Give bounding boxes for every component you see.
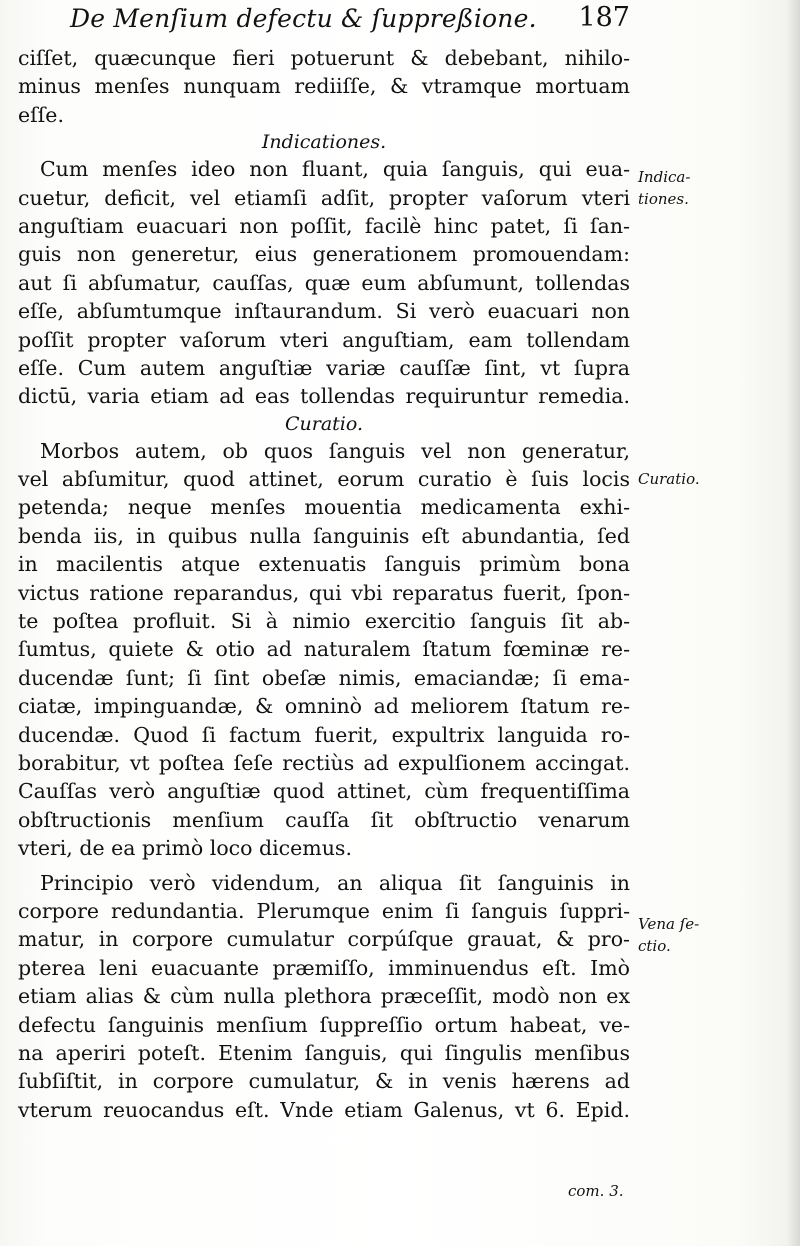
text-line: benda iis, in quibus nulla ſanguinis eſt abundantia, ſed — [18, 523, 630, 548]
text-line: vterum reuocandus eſt. Vnde etiam Galenus, vt 6. Epid. — [18, 1097, 630, 1122]
text-line: in macilentis atque extenuatis ſanguis primùm bona — [18, 552, 630, 577]
text-line: defectu ſanguinis menſium ſuppreſſio ortum habeat, ve- — [18, 1012, 630, 1037]
text-line: ciſſet, quæcunque fieri potuerunt & debebant, nihilo- — [18, 46, 630, 70]
margin-note-indicationes: Indica- tiones. — [638, 168, 691, 208]
text-line: matur, in corpore cumulatur corpúſque grauat, & pro- — [18, 927, 630, 952]
spine-shadow — [786, 0, 800, 1246]
text-line: anguſtiam euacuari non poſſit, facilè hinc patet, ſi ſan- — [18, 213, 630, 238]
text-line: te poſtea profluit. Si à nimio exercitio ſanguis ſit ab- — [18, 609, 630, 634]
text-line: aut ſi abſumatur, cauſſas, quæ eum abſumunt, tollendas — [18, 270, 630, 295]
text-line: Cum menſes ideo non fluant, quia ſanguis, qui eua- — [40, 157, 630, 182]
text-line: ducendæ ſunt; ſi ſint obeſæ nimis, emaciandæ; ſi ema- — [18, 665, 630, 690]
text-line: eſſe, abſumtumque inſtaurandum. Si verò euacuari non — [18, 299, 630, 324]
text-line: eſſe. — [18, 102, 64, 127]
text-line: Principio verò videndum, an aliqua ſit ſanguinis in — [40, 870, 630, 895]
running-head — [70, 4, 630, 38]
text-line: ducendæ. Quod ſi factum fuerit, expultrix languida ro- — [18, 722, 630, 747]
text-line: vel abſumitur, quod attinet, eorum curatio è ſuis locis — [18, 467, 630, 492]
text-line: obſtructionis menſium cauſſa ſit obſtructio venarum — [18, 807, 630, 832]
text-line: na aperiri poteſt. Etenim ſanguis, qui ſingulis menſibus — [18, 1040, 630, 1065]
text-line: etiam alias & cùm nulla plethora præceſſit, modò non ex — [18, 984, 630, 1009]
text-column — [18, 44, 630, 1124]
section-heading: Indicationes. — [261, 131, 387, 154]
text-line: ſumtus, quiete & otio ad naturalem ſtatum fœminæ re- — [18, 637, 630, 662]
text-line: Cauſſas verò anguſtiæ quod attinet, cùm frequentiſſima — [18, 779, 630, 804]
text-line: ſubſiſtit, in corpore cumulatur, & in venis hærens ad — [18, 1069, 630, 1094]
margin-note-com: com. 3. — [568, 1182, 624, 1200]
text-line: Morbos autem, ob quos ſanguis vel non generatur, — [40, 438, 630, 463]
text-line: eſſe. Cum autem anguſtiæ variæ cauſſæ ſint, vt ſupra — [18, 355, 630, 380]
running-title: De Menſium defectu & ſuppreßione. — [70, 4, 537, 33]
text-line: dictū, varia etiam ad eas tollendas requiruntur remedia. — [18, 384, 630, 409]
text-line: victus ratione reparandus, qui vbi reparatus fuerit, ſpon- — [18, 580, 630, 605]
text-line: cuetur, deficit, vel etiamſi adſit, propter vaſorum vteri — [18, 185, 630, 210]
text-line: guis non generetur, eius generationem promouendam: — [18, 242, 630, 267]
page-number: 187 — [578, 2, 630, 33]
text-line: borabitur, vt poſtea ſeſe rectiùs ad expulſionem accingat. — [18, 750, 630, 775]
margin-note-curatio: Curatio. — [638, 470, 700, 488]
text-line: petenda; neque menſes mouentia medicamenta exhi- — [18, 495, 630, 520]
text-line: poſſit propter vaſorum vteri anguſtiam, eam tollendam — [18, 327, 630, 352]
text-line: minus menſes nunquam rediiſſe, & vtramque mortuam — [18, 74, 630, 99]
text-line: pterea leni euacuante præmiſſo, imminuendus eſt. Imò — [18, 955, 630, 980]
text-line: corpore redundantia. Plerumque enim ſi ſanguis ſuppri- — [18, 898, 630, 923]
text-line: ciatæ, impinguandæ, & omninò ad meliorem ſtatum re- — [18, 694, 630, 719]
text-line: vteri, de ea primò loco dicemus. — [18, 836, 352, 861]
margin-note-vena-sectio: Vena ſe- ctio. — [638, 915, 700, 955]
section-heading: Curatio. — [284, 412, 364, 435]
